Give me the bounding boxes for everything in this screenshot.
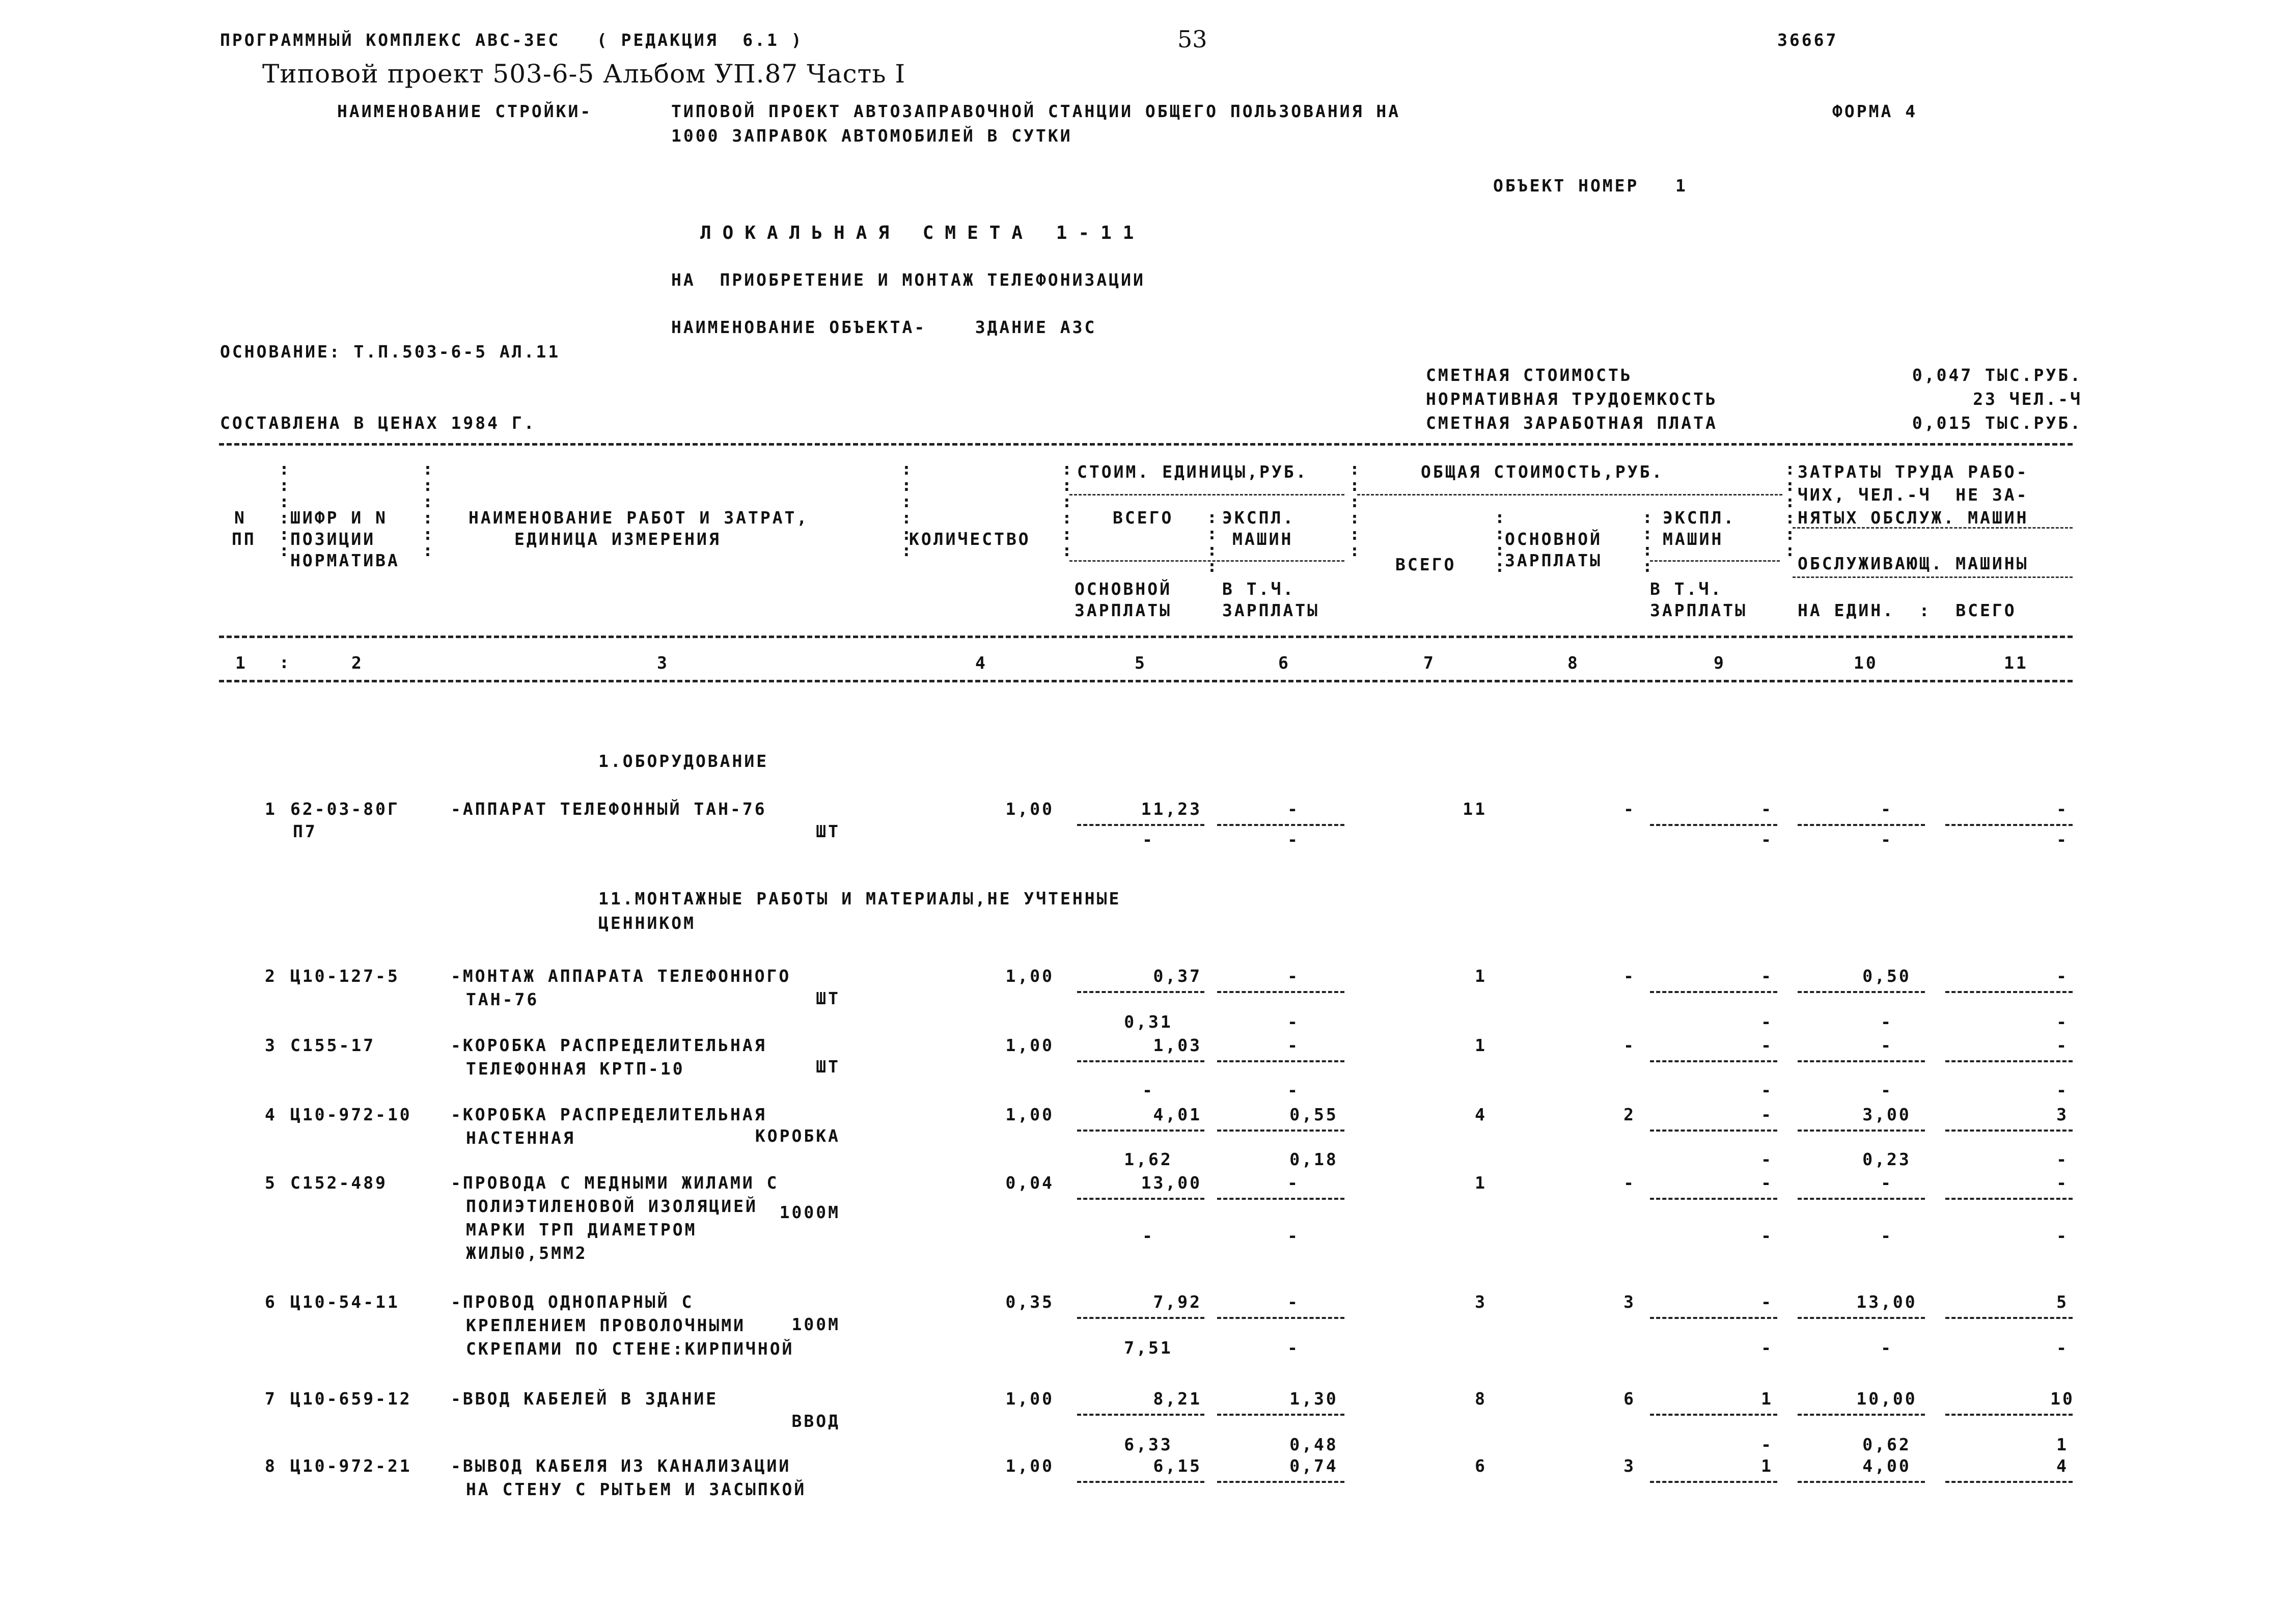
row-name-line: СКРЕПАМИ ПО СТЕНЕ:КИРПИЧНОЙ <box>466 1339 794 1359</box>
row-unit-cost-machines: - <box>1287 1292 1300 1312</box>
col6-sub-title-2: ЗАРПЛАТЫ <box>1222 600 1319 620</box>
row-sub-rule <box>1217 1414 1344 1416</box>
row-labor-total: 10 <box>2050 1389 2075 1409</box>
row-code: 62-03-80Г <box>290 799 400 819</box>
row-code: Ц10-54-11 <box>290 1292 400 1312</box>
row-total-cost: 4 <box>1475 1105 1487 1124</box>
row-labor-unit: - <box>1881 1035 1893 1055</box>
row-sub-rule <box>1650 1317 1777 1319</box>
row-quantity: 0,04 <box>1005 1173 1054 1193</box>
row-number: 8 <box>265 1456 277 1476</box>
col5-sub-title-2: ЗАРПЛАТЫ <box>1075 600 1172 620</box>
colon-column-a: : : : : : : <box>279 459 291 560</box>
total-cost-title: ОБЩАЯ СТОИМОСТЬ,РУБ. <box>1421 462 1664 482</box>
row-sub-rule <box>1077 1130 1204 1132</box>
row-sub-rule <box>1077 1060 1204 1062</box>
row-total-machines: - <box>1761 1105 1773 1124</box>
row-labor-unit: - <box>1881 1173 1893 1193</box>
row-sub-rule <box>1650 1198 1777 1200</box>
row-unit-cost-total: 0,37 <box>1153 966 1202 986</box>
row-unit: 100М <box>791 1314 840 1334</box>
row-total-machines-salary: - <box>1761 1080 1773 1100</box>
row-sub-rule <box>1217 1317 1344 1319</box>
row-unit-cost-salary: 7,51 <box>1124 1338 1173 1358</box>
row-labor-unit-sub: - <box>1881 830 1893 849</box>
row-total-salary: - <box>1623 1035 1636 1055</box>
col6-sub-title: В Т.Ч. <box>1222 579 1296 599</box>
col8-title: ОСНОВНОЙ <box>1505 529 1602 549</box>
row-sub-rule <box>1798 1414 1925 1416</box>
row-sub-rule <box>1650 1060 1777 1062</box>
summary-label-salary: СМЕТНАЯ ЗАРАБОТНАЯ ПЛАТА <box>1426 413 1718 433</box>
row-name-line: МАРКИ ТРП ДИАМЕТРОМ <box>466 1220 697 1240</box>
row-total-cost: 3 <box>1475 1292 1487 1312</box>
row-code: Ц10-972-21 <box>290 1456 412 1476</box>
document-title: ЛОКАЛЬНАЯ СМЕТА 1-11 <box>700 223 1145 243</box>
summary-value-cost: 0,047 ТЫС.РУБ. <box>1912 365 2082 385</box>
total-cost-rule <box>1357 494 1782 496</box>
col-code-title: ШИФР И N <box>290 508 388 528</box>
column-number-5: 5 <box>1135 653 1147 673</box>
row-labor-unit-sub: - <box>1881 1080 1893 1100</box>
row-machines-salary: 0,48 <box>1289 1435 1338 1454</box>
row-labor-total: 4 <box>2056 1456 2069 1476</box>
row-labor-total-sub: - <box>2056 1149 2069 1169</box>
row-sub-rule <box>1217 1130 1344 1132</box>
construction-name-line1: ТИПОВОЙ ПРОЕКТ АВТОЗАПРАВОЧНОЙ СТАНЦИИ ОБЩЕГО ПОЛЬЗОВАНИЯ НА <box>671 101 1401 121</box>
document-subtitle: НА ПРИОБРЕТЕНИЕ И МОНТАЖ ТЕЛЕФОНИЗАЦИИ <box>671 270 1145 290</box>
column-number-3: 3 <box>657 653 669 673</box>
row-total-cost: 1 <box>1475 1173 1487 1193</box>
col9-title-2: МАШИН <box>1663 529 1724 549</box>
row-sub-rule <box>1217 1060 1344 1062</box>
object-name: НАИМЕНОВАНИЕ ОБЪЕКТА- ЗДАНИЕ АЗС <box>671 317 1097 337</box>
section-installation-line2: ЦЕННИКОМ <box>598 913 696 933</box>
col-num-title-2: ПП <box>232 529 256 549</box>
row-code: С155-17 <box>290 1035 376 1055</box>
row-sub-rule <box>1217 991 1344 993</box>
row-unit-cost-salary: - <box>1142 1226 1154 1246</box>
row-labor-total-sub: - <box>2056 1226 2069 1246</box>
construction-label: НАИМЕНОВАНИЕ СТРОЙКИ- <box>337 101 593 121</box>
row-labor-unit-sub: 0,62 <box>1862 1435 1911 1454</box>
composed-prices: СОСТАВЛЕНА В ЦЕНАХ 1984 Г. <box>220 413 536 433</box>
row-sub-rule <box>1945 1481 2073 1483</box>
row-labor-unit: 10,00 <box>1856 1389 1917 1409</box>
row-total-salary: 2 <box>1623 1105 1636 1124</box>
row-number: 6 <box>265 1292 277 1312</box>
row-labor-unit-sub: 0,23 <box>1862 1149 1911 1169</box>
row-unit-cost-machines: - <box>1287 1035 1300 1055</box>
row-total-salary: - <box>1623 1173 1636 1193</box>
row-total-machines-salary: - <box>1761 1435 1773 1454</box>
row-number: 7 <box>265 1389 277 1409</box>
row-sub-rule <box>1798 1060 1925 1062</box>
handwritten-project-note: Типовой проект 503-6-5 Альбом УП.87 Часть I <box>262 59 906 89</box>
row-sub-rule <box>1077 824 1204 826</box>
row-labor-total: - <box>2056 966 2069 986</box>
row-labor-unit: 13,00 <box>1856 1292 1917 1312</box>
col7-title: ВСЕГО <box>1395 555 1456 574</box>
row-code-extra: П7 <box>293 821 317 841</box>
row-total-salary: - <box>1623 799 1636 819</box>
row-sub-rule <box>1217 1481 1344 1483</box>
row-total-salary: 3 <box>1623 1456 1636 1476</box>
row-unit-cost-machines: 1,30 <box>1289 1389 1338 1409</box>
summary-value-salary: 0,015 ТЫС.РУБ. <box>1912 413 2082 433</box>
header-rule-top <box>219 443 2073 446</box>
row-machines-salary: - <box>1287 1012 1300 1032</box>
column-number-7: 7 <box>1423 653 1436 673</box>
row-sub-rule <box>1798 991 1925 993</box>
row-unit-cost-total: 1,03 <box>1153 1035 1202 1055</box>
row-total-cost: 1 <box>1475 1035 1487 1055</box>
row-quantity: 1,00 <box>1005 1105 1054 1124</box>
row-name-line: -ВЫВОД КАБЕЛЯ ИЗ КАНАЛИЗАЦИИ <box>451 1456 791 1476</box>
row-unit-cost-total: 8,21 <box>1153 1389 1202 1409</box>
summary-value-labor: 23 ЧЕЛ.-Ч <box>1973 389 2082 409</box>
row-name-line: ЖИЛЫ0,5ММ2 <box>466 1243 588 1263</box>
column-number-8: 8 <box>1567 653 1580 673</box>
row-total-machines-salary: - <box>1761 830 1773 849</box>
row-quantity: 1,00 <box>1005 1389 1054 1409</box>
row-unit-cost-salary: 1,62 <box>1124 1149 1173 1169</box>
col6-title: ЭКСПЛ. <box>1222 508 1296 528</box>
colon-column-h: : : : : <box>1642 507 1655 576</box>
row-sub-rule <box>1650 1481 1777 1483</box>
row-name-line: ТАН-76 <box>466 989 539 1009</box>
object-number: ОБЪЕКТ НОМЕР 1 <box>1493 176 1688 196</box>
colon-column-c: : : : : : : <box>901 459 914 560</box>
row-name-line: КРЕПЛЕНИЕМ ПРОВОЛОЧНЫМИ <box>466 1315 746 1335</box>
row-code: Ц10-659-12 <box>290 1389 412 1409</box>
row-unit-cost-machines: - <box>1287 966 1300 986</box>
row-total-machines: - <box>1761 1035 1773 1055</box>
row-quantity: 1,00 <box>1005 1035 1054 1055</box>
col-code-title-2: ПОЗИЦИИ <box>290 529 376 549</box>
row-total-salary: 3 <box>1623 1292 1636 1312</box>
row-total-machines-salary: - <box>1761 1012 1773 1032</box>
unit-cost-title: СТОИМ. ЕДИНИЦЫ,РУБ. <box>1077 462 1308 482</box>
row-total-machines: 1 <box>1761 1389 1773 1409</box>
row-sub-rule <box>1798 1198 1925 1200</box>
row-total-machines-salary: - <box>1761 1226 1773 1246</box>
row-number: 5 <box>265 1173 277 1193</box>
row-labor-unit: 0,50 <box>1862 966 1911 986</box>
row-labor-total: - <box>2056 1173 2069 1193</box>
row-total-salary: 6 <box>1623 1389 1636 1409</box>
row-labor-total-sub: - <box>2056 1012 2069 1032</box>
row-labor-total: 5 <box>2056 1292 2069 1312</box>
row-unit-cost-machines: 0,55 <box>1289 1105 1338 1124</box>
row-sub-rule <box>1945 824 2073 826</box>
row-total-machines-salary: - <box>1761 1338 1773 1358</box>
row-sub-rule <box>1798 1481 1925 1483</box>
row-unit-cost-salary: 6,33 <box>1124 1435 1173 1454</box>
row-total-machines-salary: - <box>1761 1149 1773 1169</box>
row-name-line: НАСТЕННАЯ <box>466 1128 575 1148</box>
row-unit-cost-total: 7,92 <box>1153 1292 1202 1312</box>
row-number: 4 <box>265 1105 277 1124</box>
row-unit-cost-salary: - <box>1142 1080 1154 1100</box>
row-labor-total-sub: - <box>2056 1080 2069 1100</box>
section-installation-line1: 11.МОНТАЖНЫЕ РАБОТЫ И МАТЕРИАЛЫ,НЕ УЧТЕННЫЕ <box>598 889 1121 909</box>
row-quantity: 1,00 <box>1005 1456 1054 1476</box>
col6-title-2: МАШИН <box>1232 529 1293 549</box>
colon-column-b: : : : : : : <box>423 459 435 560</box>
row-labor-unit: 3,00 <box>1862 1105 1911 1124</box>
row-total-cost: 8 <box>1475 1389 1487 1409</box>
row-labor-total: - <box>2056 799 2069 819</box>
row-unit: ШТ <box>816 1057 840 1077</box>
col9-sub-title: В Т.Ч. <box>1650 579 1723 599</box>
row-unit-cost-total: 11,23 <box>1141 799 1202 819</box>
row-number: 1 <box>265 799 277 819</box>
row-unit: 1000М <box>779 1202 840 1222</box>
row-unit: ШТ <box>816 988 840 1008</box>
row-unit: ВВОД <box>791 1411 840 1431</box>
row-sub-rule <box>1077 1317 1204 1319</box>
labor-title-5: НА ЕДИН. : ВСЕГО <box>1798 600 2017 620</box>
row-sub-rule <box>1945 991 2073 993</box>
section-equipment: 1.ОБОРУДОВАНИЕ <box>598 751 769 771</box>
row-name-line: НА СТЕНУ С РЫТЬЕМ И ЗАСЫПКОЙ <box>466 1479 807 1499</box>
colon-column-f: : : : : : : <box>1349 459 1362 560</box>
col-name-title: НАИМЕНОВАНИЕ РАБОТ И ЗАТРАТ, <box>469 508 809 528</box>
column-number-rule <box>219 680 2073 682</box>
col9-title: ЭКСПЛ. <box>1663 508 1736 528</box>
row-sub-rule <box>1945 1414 2073 1416</box>
col-qty-title: КОЛИЧЕСТВО <box>909 529 1031 549</box>
column-number-6: 6 <box>1278 653 1290 673</box>
row-sub-rule <box>1217 824 1344 826</box>
row-machines-salary: - <box>1287 1338 1300 1358</box>
row-labor-total: 3 <box>2056 1105 2069 1124</box>
row-sub-rule <box>1945 1198 2073 1200</box>
row-total-machines: - <box>1761 799 1773 819</box>
column-number-2: 2 <box>351 653 364 673</box>
summary-label-labor: НОРМАТИВНАЯ ТРУДОЕМКОСТЬ <box>1426 389 1718 409</box>
labor-title-2: ЧИХ, ЧЕЛ.-Ч НЕ ЗА- <box>1798 485 2029 505</box>
row-name-line: -АППАРАТ ТЕЛЕФОННЫЙ ТАН-76 <box>451 799 767 819</box>
row-total-machines: - <box>1761 1292 1773 1312</box>
row-quantity: 1,00 <box>1005 966 1054 986</box>
row-unit-cost-machines: - <box>1287 799 1300 819</box>
row-sub-rule <box>1798 824 1925 826</box>
summary-label-cost: СМЕТНАЯ СТОИМОСТЬ <box>1426 365 1633 385</box>
row-unit: КОРОБКА <box>755 1126 840 1146</box>
row-name-line: -ПРОВОДА С МЕДНЫМИ ЖИЛАМИ С <box>451 1173 779 1193</box>
row-sub-rule <box>1798 1130 1925 1132</box>
row-total-machines: - <box>1761 1173 1773 1193</box>
row-name-line: -КОРОБКА РАСПРЕДЕЛИТЕЛЬНАЯ <box>451 1035 767 1055</box>
row-total-cost: 1 <box>1475 966 1487 986</box>
row-name-line: ПОЛИЭТИЛЕНОВОЙ ИЗОЛЯЦИЕЙ <box>466 1196 758 1216</box>
row-machines-salary: - <box>1287 1226 1300 1246</box>
column-number-colons: : <box>279 652 291 672</box>
labor-title-3: НЯТЫХ ОБСЛУЖ. МАШИН <box>1798 508 2029 528</box>
colon-column-g: : : : : <box>1495 507 1507 576</box>
row-machines-salary: - <box>1287 1080 1300 1100</box>
row-sub-rule <box>1650 991 1777 993</box>
row-quantity: 0,35 <box>1005 1292 1054 1312</box>
document-number: 36667 <box>1777 30 1838 50</box>
salary-sub-rule <box>1650 560 1780 562</box>
construction-name-line2: 1000 ЗАПРАВОК АВТОМОБИЛЕЙ В СУТКИ <box>671 126 1072 146</box>
row-labor-unit: - <box>1881 799 1893 819</box>
colon-column-e: : : : : <box>1207 507 1219 576</box>
row-sub-rule <box>1217 1198 1344 1200</box>
header-rule-bottom <box>219 636 2073 638</box>
colon-column-i: : : : : : : <box>1785 459 1797 560</box>
row-machines-salary: - <box>1287 830 1300 849</box>
row-sub-rule <box>1077 1414 1204 1416</box>
row-machines-salary: 0,18 <box>1289 1149 1338 1169</box>
row-sub-rule <box>1650 824 1777 826</box>
row-total-salary: - <box>1623 966 1636 986</box>
form-number: ФОРМА 4 <box>1832 101 1918 121</box>
row-sub-rule <box>1945 1130 2073 1132</box>
row-sub-rule <box>1650 1130 1777 1132</box>
row-unit-cost-machines: 0,74 <box>1289 1456 1338 1476</box>
row-sub-rule <box>1077 1481 1204 1483</box>
colon-column-d: : : : : : : <box>1062 459 1074 560</box>
row-name-line: -КОРОБКА РАСПРЕДЕЛИТЕЛЬНАЯ <box>451 1105 767 1124</box>
col5-title: ВСЕГО <box>1113 508 1174 528</box>
labor-title-1: ЗАТРАТЫ ТРУДА РАБО- <box>1798 462 2029 482</box>
row-labor-total: - <box>2056 1035 2069 1055</box>
row-sub-rule <box>1077 991 1204 993</box>
row-total-cost: 11 <box>1463 799 1487 819</box>
row-labor-unit-sub: - <box>1881 1226 1893 1246</box>
row-name-line: -ПРОВОД ОДНОПАРНЫЙ С <box>451 1292 694 1312</box>
program-name: ПРОГРАММНЫЙ КОМПЛЕКС АВС-ЗЕС ( РЕДАКЦИЯ 6.1 ) <box>220 30 804 50</box>
col9-sub-title-2: ЗАРПЛАТЫ <box>1650 600 1747 620</box>
row-unit-cost-machines: - <box>1287 1173 1300 1193</box>
row-sub-rule <box>1650 1414 1777 1416</box>
row-quantity: 1,00 <box>1005 799 1054 819</box>
row-number: 3 <box>265 1035 277 1055</box>
unit-cost-sub-rule <box>1069 560 1344 562</box>
row-unit-cost-total: 6,15 <box>1153 1456 1202 1476</box>
row-sub-rule <box>1798 1317 1925 1319</box>
row-total-machines: 1 <box>1761 1456 1773 1476</box>
column-number-11: 11 <box>2004 653 2028 673</box>
row-labor-total-sub: - <box>2056 1338 2069 1358</box>
page-number: 53 <box>1177 25 1207 53</box>
row-unit-cost-total: 13,00 <box>1141 1173 1202 1193</box>
row-labor-unit: 4,00 <box>1862 1456 1911 1476</box>
unit-cost-rule <box>1069 494 1344 496</box>
row-total-machines: - <box>1761 966 1773 986</box>
row-total-cost: 6 <box>1475 1456 1487 1476</box>
column-number-4: 4 <box>975 653 987 673</box>
row-number: 2 <box>265 966 277 986</box>
labor-title-4: ОБСЛУЖИВАЮЩ. МАШИНЫ <box>1798 554 2029 573</box>
row-unit: ШТ <box>816 821 840 841</box>
row-sub-rule <box>1077 1198 1204 1200</box>
labor-rule-2 <box>1793 576 2073 578</box>
row-unit-cost-salary: - <box>1142 830 1154 849</box>
row-name-line: -МОНТАЖ АППАРАТА ТЕЛЕФОННОГО <box>451 966 791 986</box>
row-labor-unit-sub: - <box>1881 1338 1893 1358</box>
row-unit-cost-salary: 0,31 <box>1124 1012 1173 1032</box>
row-code: С152-489 <box>290 1173 388 1193</box>
row-labor-total-sub: 1 <box>2056 1435 2069 1454</box>
col-code-title-3: НОРМАТИВА <box>290 550 400 570</box>
col-name-title-2: ЕДИНИЦА ИЗМЕРЕНИЯ <box>514 529 721 549</box>
row-name-line: ТЕЛЕФОННАЯ КРТП-10 <box>466 1059 685 1079</box>
col-num-title: N <box>234 508 246 528</box>
col8-title-2: ЗАРПЛАТЫ <box>1505 550 1602 570</box>
basis: ОСНОВАНИЕ: Т.П.503-6-5 АЛ.11 <box>220 342 561 362</box>
row-labor-unit-sub: - <box>1881 1012 1893 1032</box>
column-number-9: 9 <box>1714 653 1726 673</box>
row-labor-total-sub: - <box>2056 830 2069 849</box>
row-name-line: -ВВОД КАБЕЛЕЙ В ЗДАНИЕ <box>451 1389 719 1409</box>
row-code: Ц10-972-10 <box>290 1105 412 1124</box>
column-number-1: 1 <box>235 653 247 673</box>
row-sub-rule <box>1945 1060 2073 1062</box>
col5-sub-title: ОСНОВНОЙ <box>1075 579 1172 599</box>
row-unit-cost-total: 4,01 <box>1153 1105 1202 1124</box>
column-number-10: 10 <box>1854 653 1878 673</box>
row-sub-rule <box>1945 1317 2073 1319</box>
row-code: Ц10-127-5 <box>290 966 400 986</box>
